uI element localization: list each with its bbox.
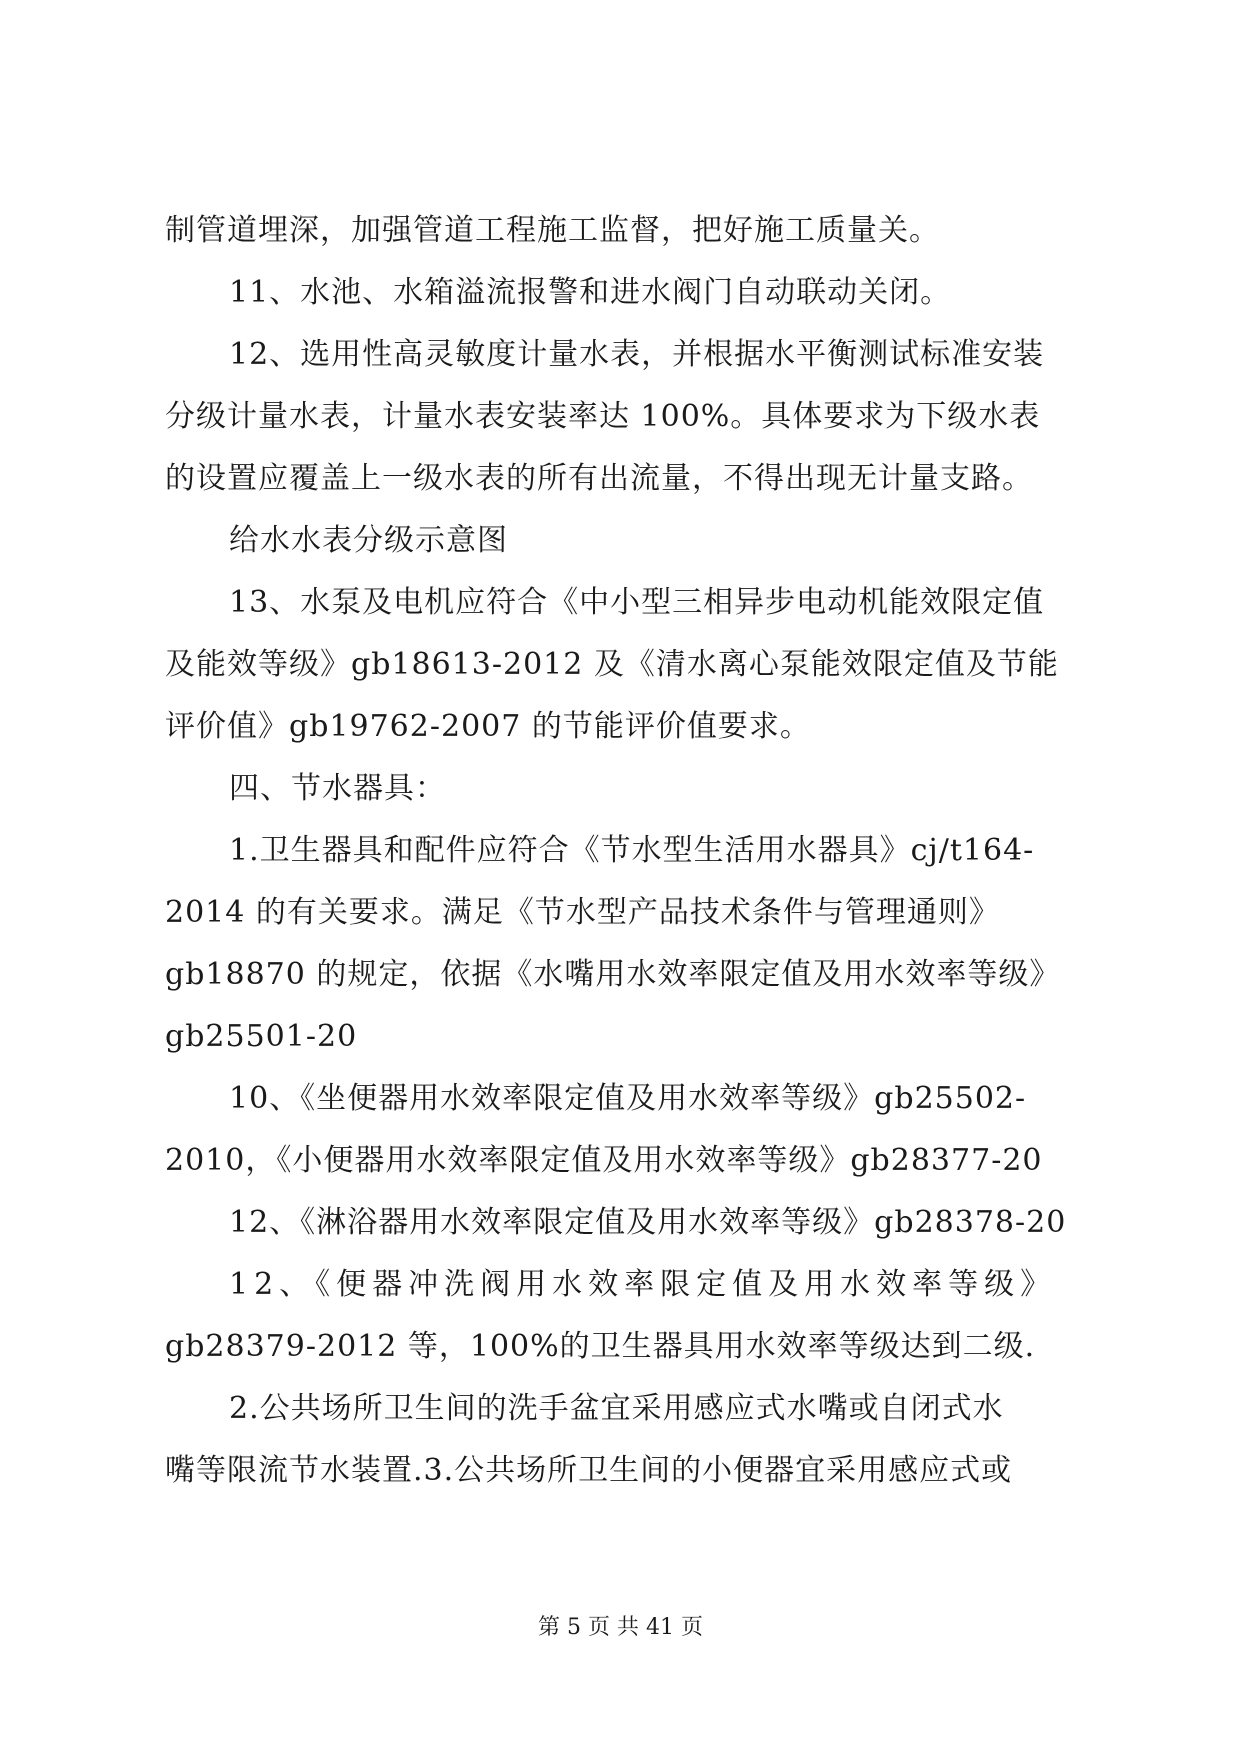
text-line: 嘴等限流节水装置.3.公共场所卫生间的小便器宜采用感应式或 xyxy=(165,1453,1013,1488)
text-line: 分级计量水表，计量水表安装率达 100%。具体要求为下级水表 xyxy=(165,399,1041,434)
text-line: 评价值》gb19762-2007 的节能评价值要求。 xyxy=(165,709,811,744)
text-line: 11、水池、水箱溢流报警和进水阀门自动联动关闭。 xyxy=(229,275,952,310)
text-line: 12、《便器冲洗阀用水效率限定值及用水效率等级》 xyxy=(229,1267,1057,1302)
text-line: 的设置应覆盖上一级水表的所有出流量，不得出现无计量支路。 xyxy=(165,461,1033,496)
figure-caption: 给水水表分级示意图 xyxy=(229,523,508,558)
text-line: gb25501-20 xyxy=(165,1019,358,1054)
page-footer: 第 5 页 共 41 页 xyxy=(538,1615,703,1640)
text-line: 12、选用性高灵敏度计量水表，并根据水平衡测试标准安装 xyxy=(229,337,1045,372)
text-line: 12、《淋浴器用水效率限定值及用水效率等级》gb28378-20 xyxy=(229,1205,1067,1240)
text-line: 2014 的有关要求。满足《节水型产品技术条件与管理通则》 xyxy=(165,895,1000,930)
text-line: 及能效等级》gb18613-2012 及《清水离心泵能效限定值及节能 xyxy=(165,647,1059,682)
text-line: gb28379-2012 等，100%的卫生器具用水效率等级达到二级. xyxy=(165,1329,1036,1364)
text-line: 13、水泵及电机应符合《中小型三相异步电动机能效限定值 xyxy=(229,585,1045,620)
section-heading: 四、节水器具： xyxy=(229,771,446,806)
text-line: 1.卫生器具和配件应符合《节水型生活用水器具》cj/t164- xyxy=(229,833,1035,868)
text-line: gb18870 的规定，依据《水嘴用水效率限定值及用水效率等级》 xyxy=(165,957,1061,992)
text-line: 2010，《小便器用水效率限定值及用水效率等级》gb28377-20 xyxy=(165,1143,1043,1178)
document-body xyxy=(165,200,1085,1502)
text-line: 10、《坐便器用水效率限定值及用水效率等级》gb25502- xyxy=(229,1081,1027,1116)
text-line: 2.公共场所卫生间的洗手盆宜采用感应式水嘴或自闭式水 xyxy=(229,1391,1004,1426)
text-line: 制管道埋深，加强管道工程施工监督，把好施工质量关。 xyxy=(165,213,940,248)
